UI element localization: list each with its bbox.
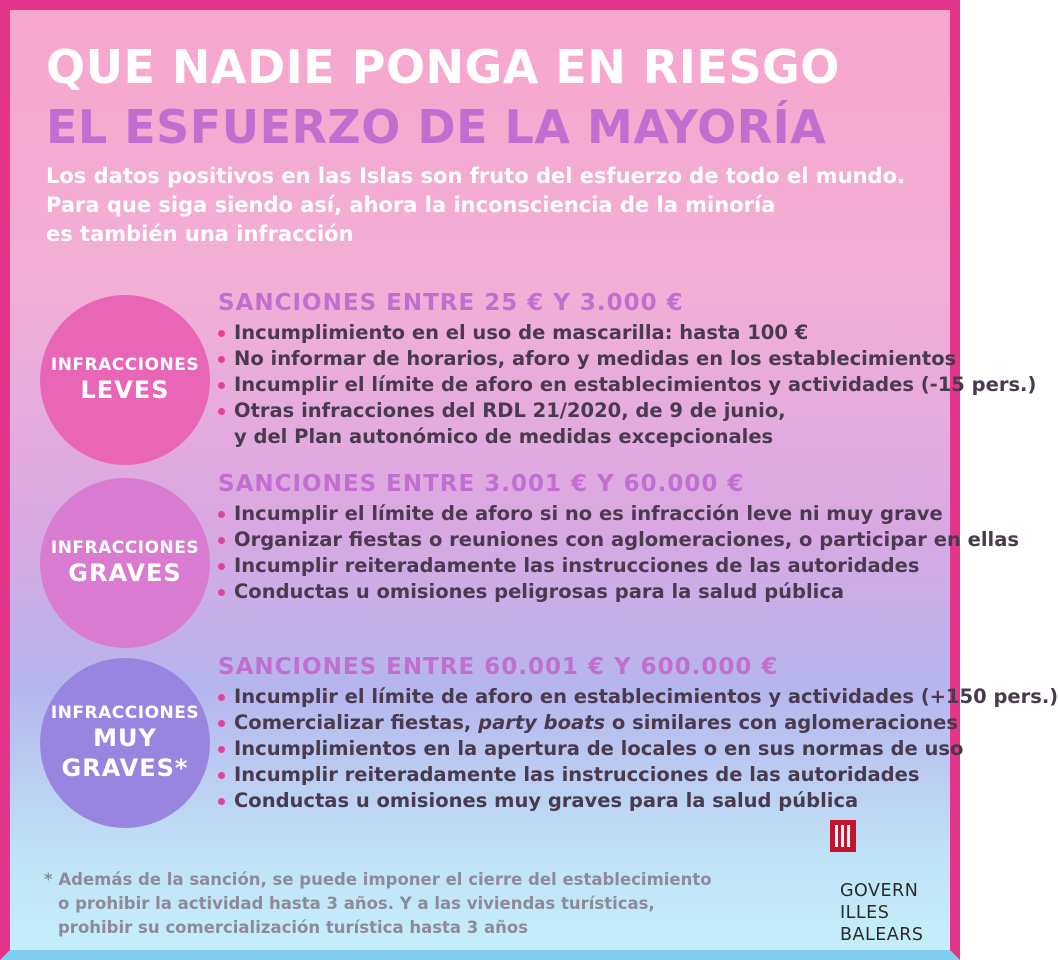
bullet-icon [218, 589, 225, 596]
logo-line: ILLES [840, 903, 890, 923]
bullet-icon [218, 563, 225, 570]
list-item: Organizar fiestas o reuniones con aglomeraciones, o participar en ellas [218, 527, 1019, 553]
circle-label-big: GRAVES [68, 559, 182, 587]
intro-text [46, 162, 926, 249]
intro-line: Para que siga siendo así, ahora la inconsciencia de la minoría [46, 193, 776, 217]
footnote-line: o prohibir la actividad hasta 3 años. Y a las viviendas turísticas, [58, 894, 655, 913]
list-item: Incumplimientos en la apertura de locales o en sus normas de uso [218, 736, 1058, 762]
list-item: Incumplir el límite de aforo si no es infracción leve ni muy grave [218, 501, 1019, 527]
list-item: Conductas u omisiones muy graves para la salud pública [218, 788, 1058, 814]
circle-label-small: INFRACCIONES [50, 703, 200, 723]
section-muy-graves [218, 654, 1058, 814]
section-heading: SANCIONES ENTRE 25 € Y 3.000 € [218, 290, 684, 316]
bullet-icon [218, 537, 225, 544]
bullet-icon [218, 772, 225, 779]
circle-label-small: INFRACCIONES [50, 538, 200, 558]
list-item: Conductas u omisiones peligrosas para la salud pública [218, 579, 1019, 605]
section-leves [218, 290, 1036, 450]
bullet-icon [218, 511, 225, 518]
list-item-continuation: y del Plan autonómico de medidas excepcionales [234, 425, 774, 448]
circle-label-big: LEVES [80, 376, 170, 404]
list-item: Comercializar fiestas, party boats o similares con aglomeraciones [218, 710, 1058, 736]
circle-label-big: MUY [93, 724, 157, 752]
item-list [218, 501, 1019, 605]
section-graves [218, 471, 1019, 605]
bullet-icon [218, 382, 225, 389]
bullet-icon [218, 694, 225, 701]
bullet-icon [218, 408, 225, 415]
title-line-1: QUE NADIE PONGA EN RIESGO [46, 40, 840, 94]
bullet-icon [218, 330, 225, 337]
intro-line: es también una infracción [46, 222, 354, 246]
list-item: No informar de horarios, aforo y medidas en los establecimientos [218, 346, 1036, 372]
bullet-icon [218, 798, 225, 805]
section-heading: SANCIONES ENTRE 3.001 € Y 60.000 € [218, 471, 745, 497]
italic-term: party boats [478, 711, 606, 734]
intro-line: Los datos positivos en las Islas son fruto del esfuerzo de todo el mundo. [46, 164, 905, 188]
title-line-2: EL ESFUERZO DE LA MAYORÍA [46, 100, 827, 154]
list-item: Incumplimiento en el uso de mascarilla: hasta 100 € [218, 320, 1036, 346]
list-item: Incumplir reiteradamente las instrucciones de las autoridades [218, 553, 1019, 579]
government-logo-text [840, 880, 924, 946]
circle-infracciones-graves [40, 478, 210, 648]
circle-infracciones-leves [40, 295, 210, 465]
footnote-line: * Además de la sanción, se puede imponer el cierre del establecimiento [44, 870, 712, 889]
circle-label-small: INFRACCIONES [50, 355, 200, 375]
footnote [44, 868, 712, 940]
list-item: Incumplir el límite de aforo en establecimientos y actividades (+150 pers.) [218, 684, 1058, 710]
footnote-line: prohibir su comercialización turística hasta 3 años [58, 918, 529, 937]
circle-label-big: GRAVES* [61, 754, 189, 782]
section-heading: SANCIONES ENTRE 60.001 € Y 600.000 € [218, 654, 779, 680]
bullet-icon [218, 356, 225, 363]
item-list [218, 320, 1036, 450]
bullet-icon [218, 746, 225, 753]
circle-infracciones-muy-graves [40, 658, 210, 828]
logo-line: BALEARS [840, 925, 924, 945]
list-item: Otras infracciones del RDL 21/2020, de 9 de junio, [218, 398, 1036, 424]
list-item: Incumplir el límite de aforo en establecimientos y actividades (-15 pers.) [218, 372, 1036, 398]
bullet-icon [218, 720, 225, 727]
logo-line: GOVERN [840, 881, 919, 901]
list-item: Incumplir reiteradamente las instrucciones de las autoridades [218, 762, 1058, 788]
item-list [218, 684, 1058, 814]
